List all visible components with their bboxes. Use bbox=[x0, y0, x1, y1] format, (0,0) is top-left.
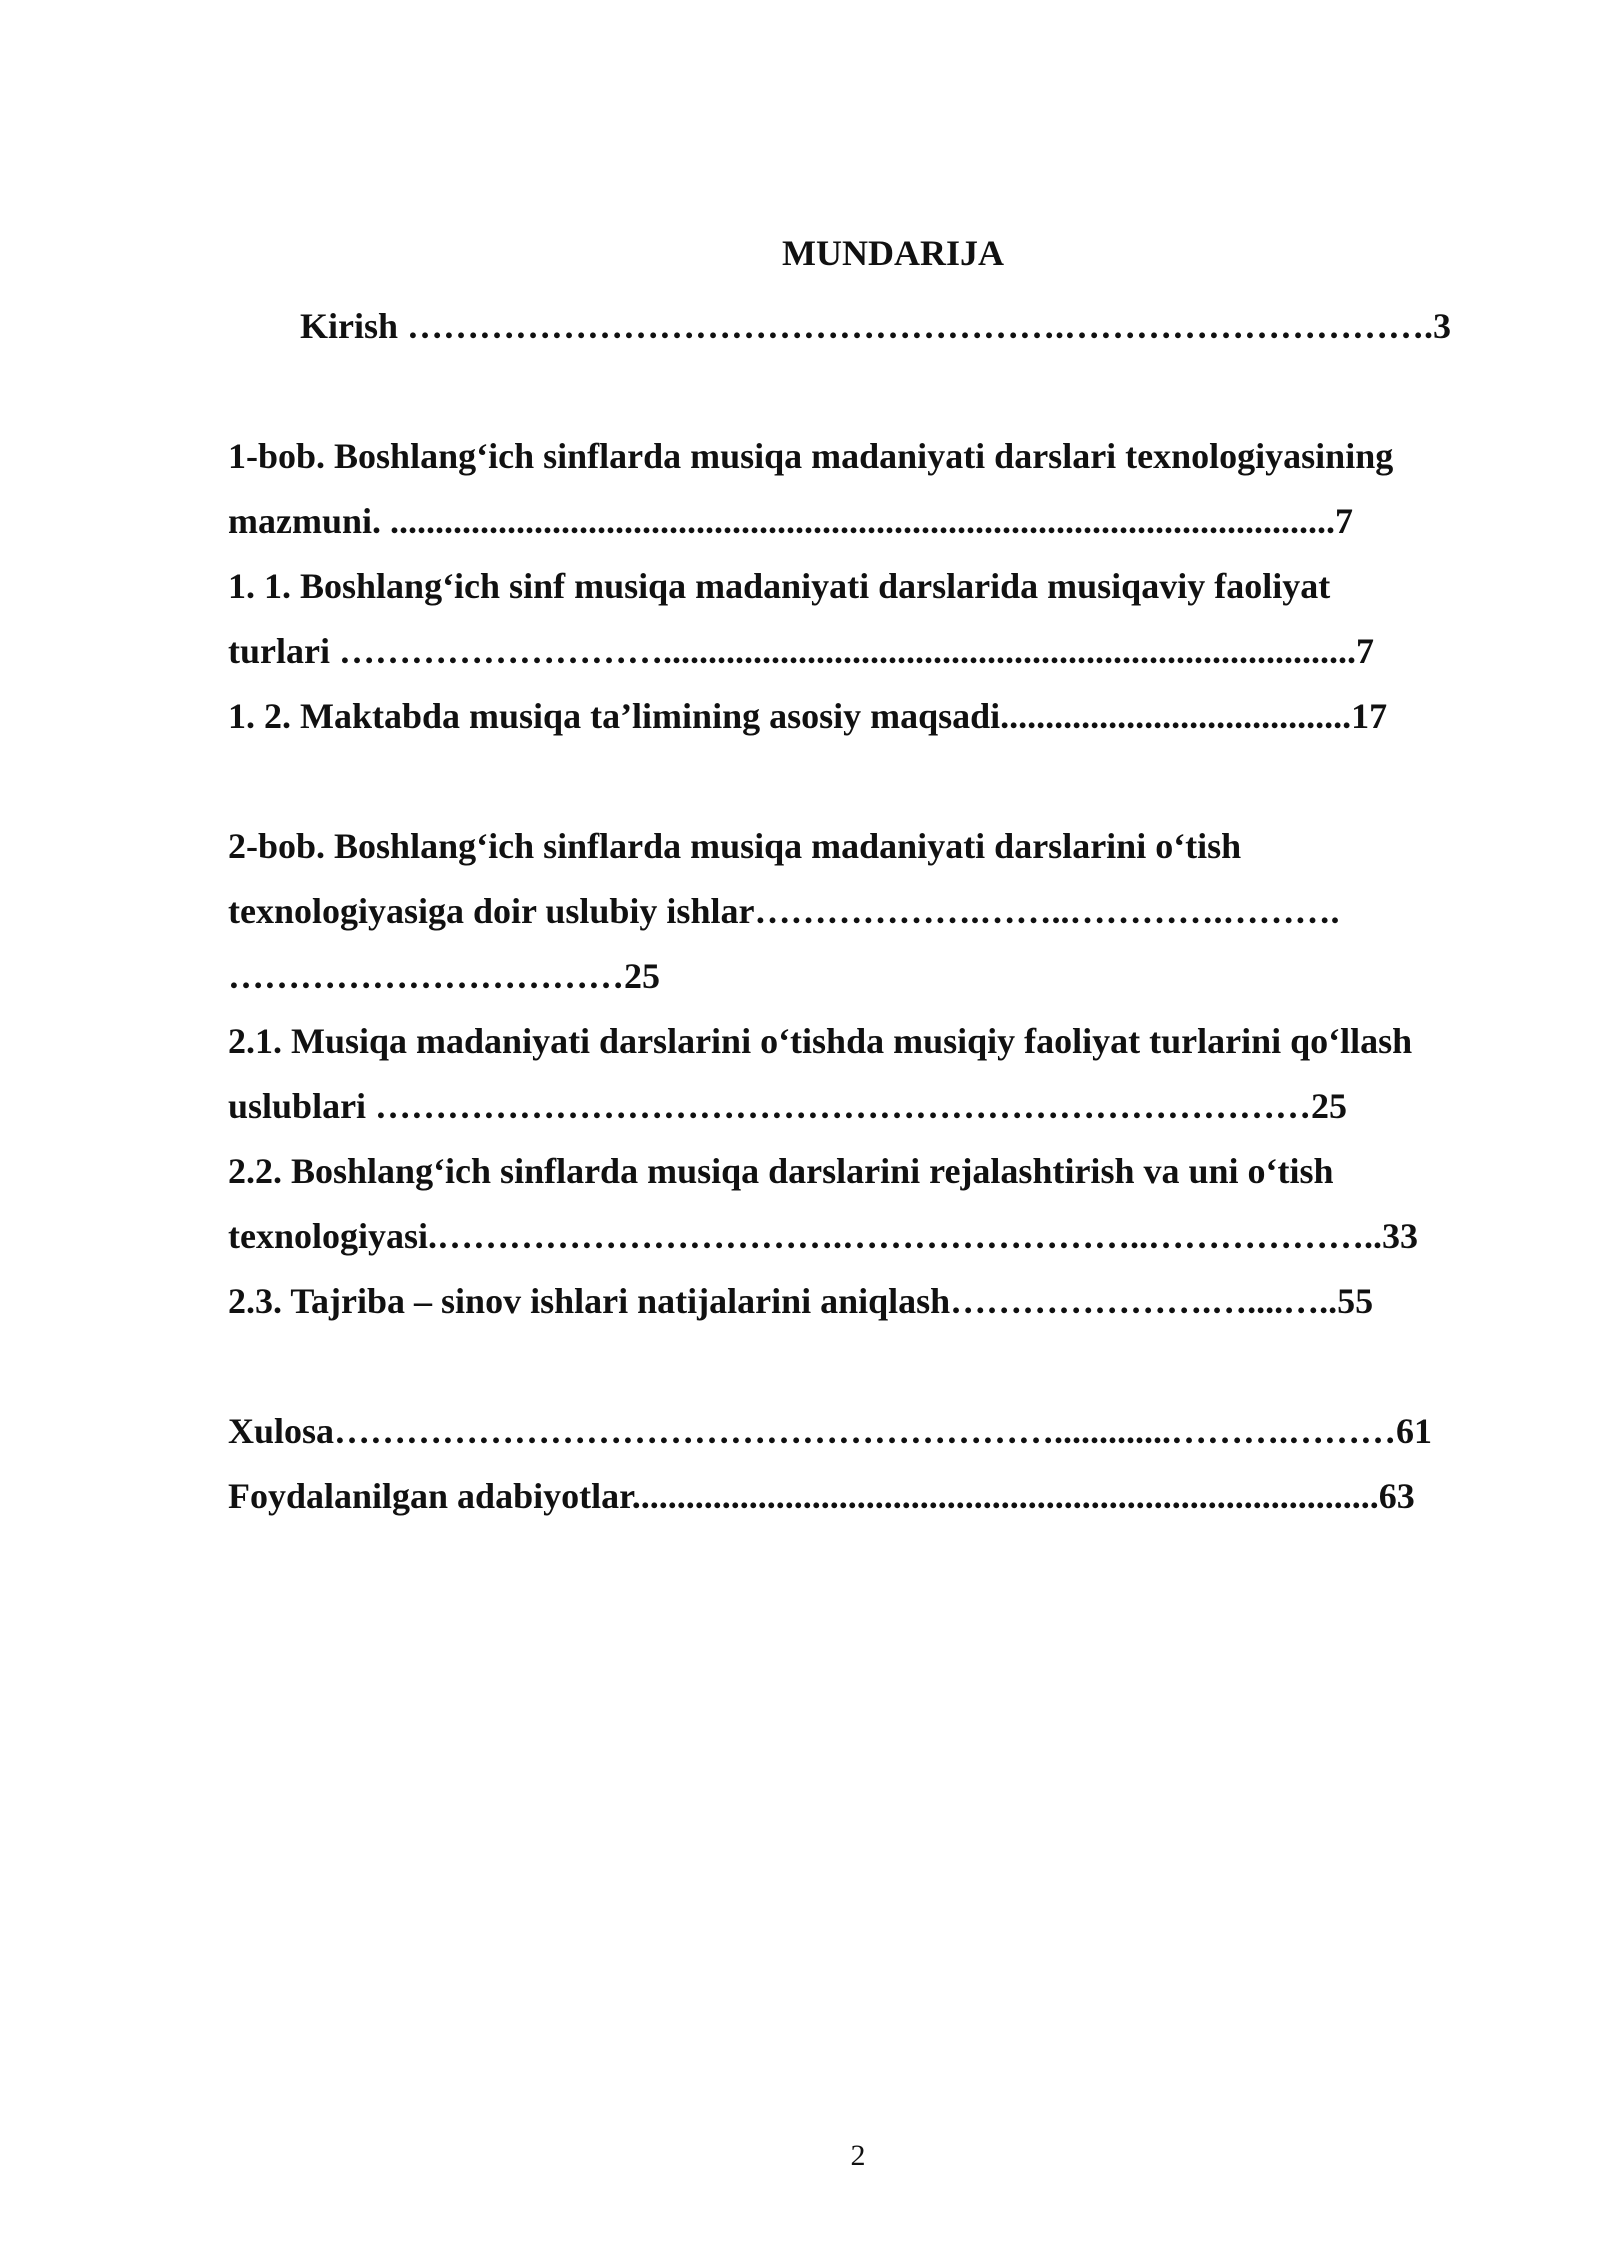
toc-entry-section-2-2-cont: texnologiyasi.…………………………….……………………..………………..33 bbox=[228, 1216, 1419, 1256]
toc-entry-chapter-2-page: ……………………………25 bbox=[228, 956, 660, 996]
toc-spacer bbox=[228, 359, 1488, 424]
toc-entry-chapter-1: 1-bob. Boshlang‘ich sinflarda musiqa madaniyati darslari texnologiyasining bbox=[228, 436, 1394, 476]
toc-entry-section-1-1: 1. 1. Boshlang‘ich sinf musiqa madaniyati darslarida musiqaviy faoliyat bbox=[228, 566, 1331, 606]
toc-entry-intro: Kirish ……………………………………………….………………………….3 bbox=[300, 306, 1452, 346]
toc-entry-section-2-2: 2.2. Boshlang‘ich sinflarda musiqa darslarini rejalashtirish va uni o‘tish bbox=[228, 1151, 1334, 1191]
page-title: MUNDARIJA bbox=[782, 233, 1004, 273]
toc-spacer bbox=[228, 1334, 1488, 1399]
toc-spacer bbox=[228, 749, 1488, 814]
toc-entry-section-1-2: 1. 2. Maktabda musiqa ta’limining asosiy maqsadi.......................................17 bbox=[228, 696, 1388, 736]
toc-entry-section-1-1-cont: turlari ……………………….............................................................................7 bbox=[228, 631, 1374, 671]
toc-entry-chapter-2: 2-bob. Boshlang‘ich sinflarda musiqa madaniyati darslarini o‘tish bbox=[228, 826, 1242, 866]
toc-entry-section-2-3: 2.3. Tajriba – sinov ishlari natijalarini aniqlash………………….…....…..55 bbox=[228, 1281, 1374, 1321]
toc-entry-conclusion: Xulosa…………………………………………………….............……….………61 bbox=[228, 1411, 1433, 1451]
toc-entry-section-2-1: 2.1. Musiqa madaniyati darslarini o‘tishda musiqiy faoliyat turlarini qo‘llash bbox=[228, 1021, 1413, 1061]
page-number: 2 bbox=[850, 2139, 866, 2172]
toc-entry-section-2-1-cont: uslublari ……………………………………………………………………25 bbox=[228, 1086, 1348, 1126]
toc-entry-references: Foydalanilgan adabiyotlar...................................................................................63 bbox=[228, 1476, 1415, 1516]
table-of-contents bbox=[228, 294, 1488, 1529]
toc-entry-chapter-2-cont: texnologiyasiga doir uslubiy ishlar……………….……..………….………. bbox=[228, 891, 1340, 931]
title-container bbox=[0, 229, 1600, 277]
toc-entry-chapter-1-cont: mazmuni. .........................................................................................................7 bbox=[228, 501, 1353, 541]
